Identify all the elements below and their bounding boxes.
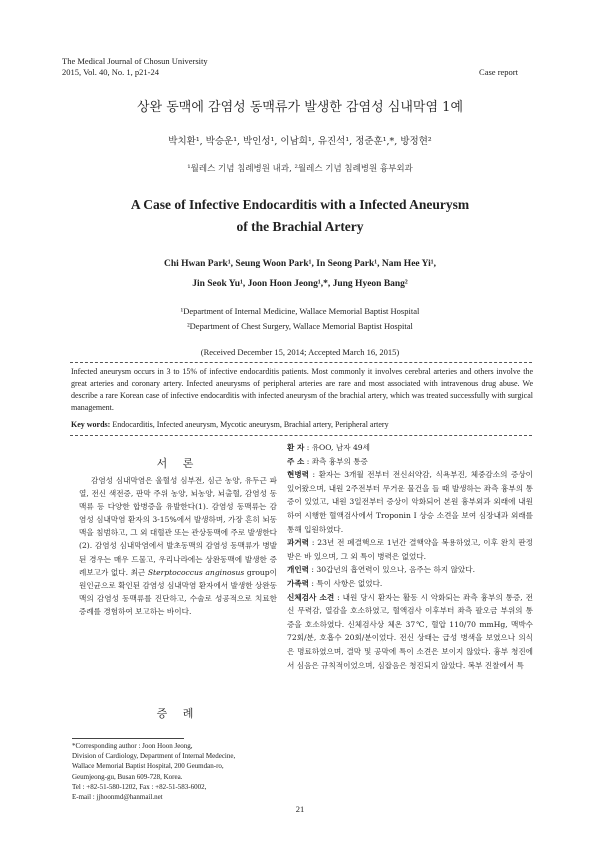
social-history xyxy=(287,563,533,577)
english-authors-line1: Chi Hwan Park¹, Seung Woon Park¹, In Seong Park¹, Nam Hee Yi¹, xyxy=(163,259,437,269)
english-affiliations xyxy=(0,304,600,334)
patient-info xyxy=(287,441,533,455)
family-value: : 특이 사항은 없었다. xyxy=(309,578,383,588)
footnote-divider xyxy=(72,738,184,739)
patient-value: : 유OO, 남자 49세 xyxy=(304,443,370,452)
case-body xyxy=(287,441,533,672)
footnote-line: Division of Cardiology, Department of Internal Medecine, xyxy=(72,752,236,761)
keywords-label: Key words: xyxy=(71,420,111,429)
keywords-list: Endocarditis, Infected aneurysm, Mycotic aneurysm, Brachial artery, Peripheral artery xyxy=(110,420,389,429)
intro-paragraph xyxy=(79,474,277,618)
intro-body xyxy=(79,474,277,618)
journal-name: The Medical Journal of Chosun University xyxy=(62,56,208,66)
corresponding-author-footnote xyxy=(72,741,292,802)
physical-exam xyxy=(287,591,533,673)
keywords xyxy=(71,419,533,431)
hpi-value: : 환자는 3개월 전부터 전신쇠약감, 식욕부진, 체중감소의 증상이 있어왔으며, 내원 2주전부터 무거운 물건을 들 때 발생하는 좌측 흉부의 통증이 있었고, 내원 3일전부터 증상이 악화되어 본원 흉부외과 외래에 내원하여 시행한 혈액검사에서 Troponin I 상승 소견을 보여 심장내과 외래를 통해 입원하였다. xyxy=(287,470,533,534)
page-number: 21 xyxy=(295,804,305,814)
family-history xyxy=(287,577,533,591)
pmh-value: : 23년 전 폐결핵으로 1년간 결핵약을 복용하였고, 이후 완치 판정 받은 바 있으며, 그 외 특이 병력은 없었다. xyxy=(287,538,533,561)
received-dates: (Received December 15, 2014; Accepted March 16, 2015) xyxy=(200,347,400,357)
intro-heading: 서 론 xyxy=(156,457,200,470)
footnote-email: E-mail : jjhoonmd@hanmail.net xyxy=(72,793,163,802)
intro-text: 감염성 심내막염은 울혈성 심부전, 심근 농양, 유두근 파열, 전신 색전증, 판막 주위 농양, 뇌농양, 뇌출혈, 감염성 동맥류 등 다양한 합병증을 유발한다(1). 감염성 동맥류는 감염성 심내막염 환자의 3-15%에서 발생하며, 가장 흔히 뇌동맥을 침범하고, 그 외 대혈관 또는 관상동맥에 주로 발생한다(2). 감염성 심내막염에서 발초동맥의 감염성 동맥류가 병발된 경우는 매우 드물고, 우리나라에는 상완동맥에 발생한 증례보고가 없다. 최근 xyxy=(79,476,277,577)
article-type: Case report xyxy=(479,67,518,77)
abstract-top-divider xyxy=(70,362,532,363)
social-label: 개인력 xyxy=(287,565,310,575)
footnote-line: Wallace Memorial Baptist Hospital, 200 Geumdan-ro, xyxy=(72,762,224,771)
korean-authors: 박치환¹, 박승운¹, 박인성¹, 이남희¹, 유진석¹, 정준훈¹,*, 방정현² xyxy=(168,136,432,147)
affiliation-2: ²Department of Chest Surgery, Wallace Memorial Baptist Hospital xyxy=(187,321,413,331)
footnote-line: *Corresponding author : Joon Hoon Jeong, xyxy=(72,742,193,750)
chief-complaint xyxy=(287,455,533,469)
patient-label: 환 자 xyxy=(287,443,305,452)
korean-affiliations: ¹월레스 기념 침례병원 내과, ²월레스 기념 침례병원 흉부외과 xyxy=(187,164,413,174)
case-heading: 증 례 xyxy=(156,707,200,720)
pmh-label: 과거력 xyxy=(287,538,310,548)
journal-volume: 2015, Vol. 40, No. 1, p21-24 xyxy=(62,67,159,77)
affiliation-1: ¹Department of Internal Medicine, Wallace Memorial Baptist Hospital xyxy=(180,306,420,316)
footnote-line: Geumjeong-gu, Busan 609-728, Korea. xyxy=(72,772,183,781)
social-value: : 30갑년의 흡연력이 있으나, 음주는 하지 않았다. xyxy=(309,565,475,575)
english-authors xyxy=(60,254,540,294)
pe-label: 신체검사 소견 xyxy=(287,592,335,602)
hpi-label: 현병력 xyxy=(287,470,310,480)
journal-info xyxy=(62,56,208,78)
english-title-line1: A Case of Infective Endocarditis with a Infected Aneurysm xyxy=(130,197,470,212)
korean-title: 상완 동맥에 감염성 동맥류가 발생한 감염성 심내막염 1예 xyxy=(136,100,464,115)
abstract-bottom-divider xyxy=(70,435,532,436)
intro-text-end: group이 원인균으로 확인된 감염성 심내막염 환자에서 발생한 상완동맥의 감염성 동맥류를 진단하고, 수술로 성공적으로 치료한 증례를 경험하여 보고하는 바이다. xyxy=(79,567,277,616)
cc-label: 주 소 xyxy=(287,456,305,466)
pe-value: : 내원 당시 환자는 활동 시 악화되는 좌측 흉부의 통증, 전신 무력감, 열감을 호소하였고, 혈액검사 이후부터 좌측 팔오금 부위의 통증을 호소하였다. 신체검사상 체온 37℃, 혈압 110/70 mmHg, 맥박수 72회/분, 호흡수 20회/분이었다. 전신 상태는 급성 병색을 보였으나 의식은 명료하였으며, 결막 및 공막에 특이 소견은 보이지 않았다. 흉부 청진에서 심음은 규칙적이었으며, 심잡음은 청진되지 않았다. 복부 진찰에서 특 xyxy=(287,592,533,670)
family-label: 가족력 xyxy=(287,578,310,588)
cc-value: : 좌측 흉부의 통증 xyxy=(304,456,368,466)
footnote-line: Tel : +82-51-580-1202, Fax : +82-51-583-6002, xyxy=(72,782,207,791)
past-history xyxy=(287,536,533,563)
organism-name: Sterptococcus anginosus xyxy=(147,567,245,577)
english-title-line2: of the Brachial Artery xyxy=(236,219,364,234)
abstract-text: Infected aneurysm occurs in 3 to 15% of infective endocarditis patients. Most commonly it involves cerebral arteries and others involve the great arteries and coronary artery. Infected aneurysms of peripheral arteries are rare and most associated with intravenous drug abuse. We describe a rare Korean case of infective endocarditis with infected aneurysm of the brachial artery, which was treated successfully with surgical management. xyxy=(71,367,533,412)
english-title xyxy=(70,194,530,238)
present-illness xyxy=(287,468,533,536)
english-authors-line2: Jin Seok Yu¹, Joon Hoon Jeong¹,*, Jung Hyeon Bang² xyxy=(192,279,408,289)
